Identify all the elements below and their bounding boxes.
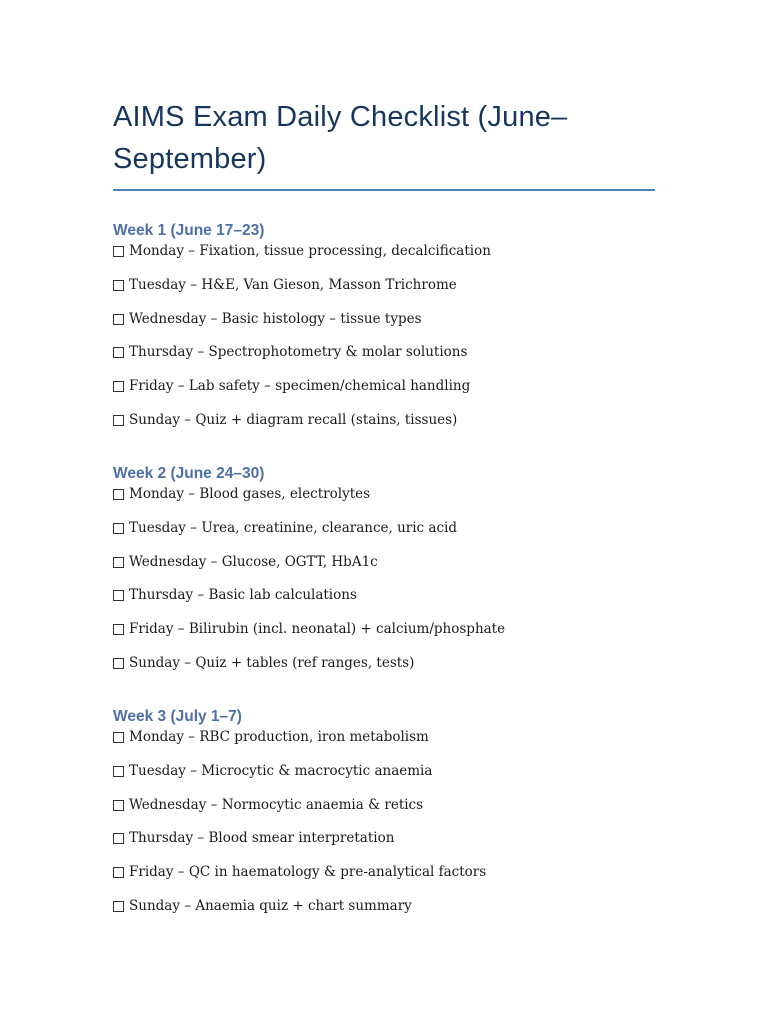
item-task: Basic lab calculations [208, 587, 357, 604]
checklist-item [113, 897, 673, 916]
item-day: Wednesday [129, 310, 207, 327]
week-section-1 [113, 221, 673, 430]
item-separator: – [190, 762, 197, 779]
checkbox-icon[interactable] [113, 523, 124, 534]
checklist-item [113, 654, 673, 673]
checklist-item [113, 829, 673, 848]
item-day: Tuesday [129, 762, 186, 779]
item-separator: – [184, 897, 192, 914]
checkbox-icon[interactable] [113, 314, 124, 325]
checkbox-icon[interactable] [113, 800, 124, 811]
item-separator: – [184, 654, 192, 671]
week-heading: Week 3 (July 1–7) [113, 707, 242, 725]
checklist-item [113, 863, 673, 882]
item-task: Urea, creatinine, clearance, uric acid [201, 519, 457, 536]
item-task: Glucose, OGTT, HbA1c [221, 553, 378, 570]
checkbox-icon[interactable] [113, 833, 124, 844]
checklist-item [113, 728, 673, 747]
checklist-item [113, 485, 673, 504]
item-task: Blood smear interpretation [208, 830, 395, 847]
checklist-item [113, 411, 673, 430]
item-task: H&E, Van Gieson, Masson Trichrome [201, 276, 457, 293]
checkbox-icon[interactable] [113, 415, 124, 426]
item-day: Friday [129, 621, 174, 638]
item-task: Quiz + diagram recall (stains, tissues) [195, 411, 458, 428]
item-day: Tuesday [129, 519, 186, 536]
checkbox-icon[interactable] [113, 246, 124, 257]
weeks-container [113, 221, 673, 916]
checkbox-icon[interactable] [113, 766, 124, 777]
item-day: Sunday [129, 897, 180, 914]
item-separator: – [177, 864, 185, 881]
checklist-item [113, 276, 673, 295]
item-task: Anaemia quiz + chart summary [195, 897, 412, 914]
item-day: Monday [129, 485, 184, 502]
item-separator: – [210, 796, 218, 813]
item-separator: – [190, 276, 197, 293]
item-day: Friday [129, 378, 174, 395]
item-day: Wednesday [129, 553, 207, 570]
item-day: Thursday [129, 587, 194, 604]
item-task: Fixation, tissue processing, decalcification [199, 243, 491, 259]
item-task: Quiz + tables (ref ranges, tests) [195, 654, 415, 671]
checklist-item [113, 796, 673, 815]
item-day: Monday [129, 243, 184, 259]
item-separator: – [197, 830, 205, 847]
checkbox-icon[interactable] [113, 658, 124, 669]
item-separator: – [184, 411, 192, 428]
item-day: Thursday [129, 344, 194, 361]
checkbox-icon[interactable] [113, 347, 124, 358]
checklist-item [113, 586, 673, 605]
checkbox-icon[interactable] [113, 590, 124, 601]
week-heading: Week 1 (June 17–23) [113, 222, 265, 239]
item-separator: – [210, 553, 218, 570]
item-day: Tuesday [129, 276, 186, 293]
item-day: Friday [129, 864, 174, 881]
checkbox-icon[interactable] [113, 489, 124, 500]
item-task: Basic histology – tissue types [221, 310, 422, 327]
item-task: Microcytic & macrocytic anaemia [201, 762, 433, 779]
checkbox-icon[interactable] [113, 557, 124, 568]
checklist-item [113, 377, 673, 396]
item-day: Sunday [129, 411, 180, 428]
checkbox-icon[interactable] [113, 732, 124, 743]
checkbox-icon[interactable] [113, 867, 124, 878]
item-task: Normocytic anaemia & retics [221, 796, 424, 813]
item-separator: – [190, 519, 197, 536]
checklist-item [113, 553, 673, 572]
item-separator: – [188, 728, 196, 745]
item-separator: – [177, 621, 185, 638]
document-page [113, 96, 673, 916]
item-separator: – [188, 243, 196, 259]
checkbox-icon[interactable] [113, 280, 124, 291]
checklist-item [113, 310, 673, 329]
checklist-item [113, 762, 673, 781]
week-heading: Week 2 (June 24–30) [113, 464, 265, 482]
item-day: Sunday [129, 654, 180, 671]
item-separator: – [197, 344, 205, 361]
item-task: Spectrophotometry & molar solutions [208, 344, 468, 361]
title-divider [113, 189, 655, 191]
item-task: QC in haematology & pre-analytical factors [188, 864, 487, 881]
item-separator: – [177, 378, 185, 395]
document-title: AIMS Exam Daily Checklist (June–September) [113, 101, 568, 175]
item-day: Monday [129, 728, 184, 745]
item-day: Thursday [129, 830, 194, 847]
item-day: Wednesday [129, 796, 207, 813]
checklist-item [113, 343, 673, 362]
item-separator: – [188, 485, 196, 502]
item-task: Blood gases, electrolytes [199, 485, 371, 502]
item-separator: – [197, 587, 205, 604]
item-task: RBC production, iron metabolism [199, 728, 429, 745]
item-task: Bilirubin (incl. neonatal) + calcium/phosphate [188, 621, 506, 638]
checkbox-icon[interactable] [113, 381, 124, 392]
checkbox-icon[interactable] [113, 624, 124, 635]
checklist-item [113, 620, 673, 639]
item-separator: – [210, 310, 218, 327]
week-section-2 [113, 464, 673, 673]
checklist-item [113, 242, 673, 261]
checkbox-icon[interactable] [113, 901, 124, 912]
item-task: Lab safety – specimen/chemical handling [188, 378, 471, 395]
checklist-item [113, 519, 673, 538]
week-section-3 [113, 707, 673, 916]
